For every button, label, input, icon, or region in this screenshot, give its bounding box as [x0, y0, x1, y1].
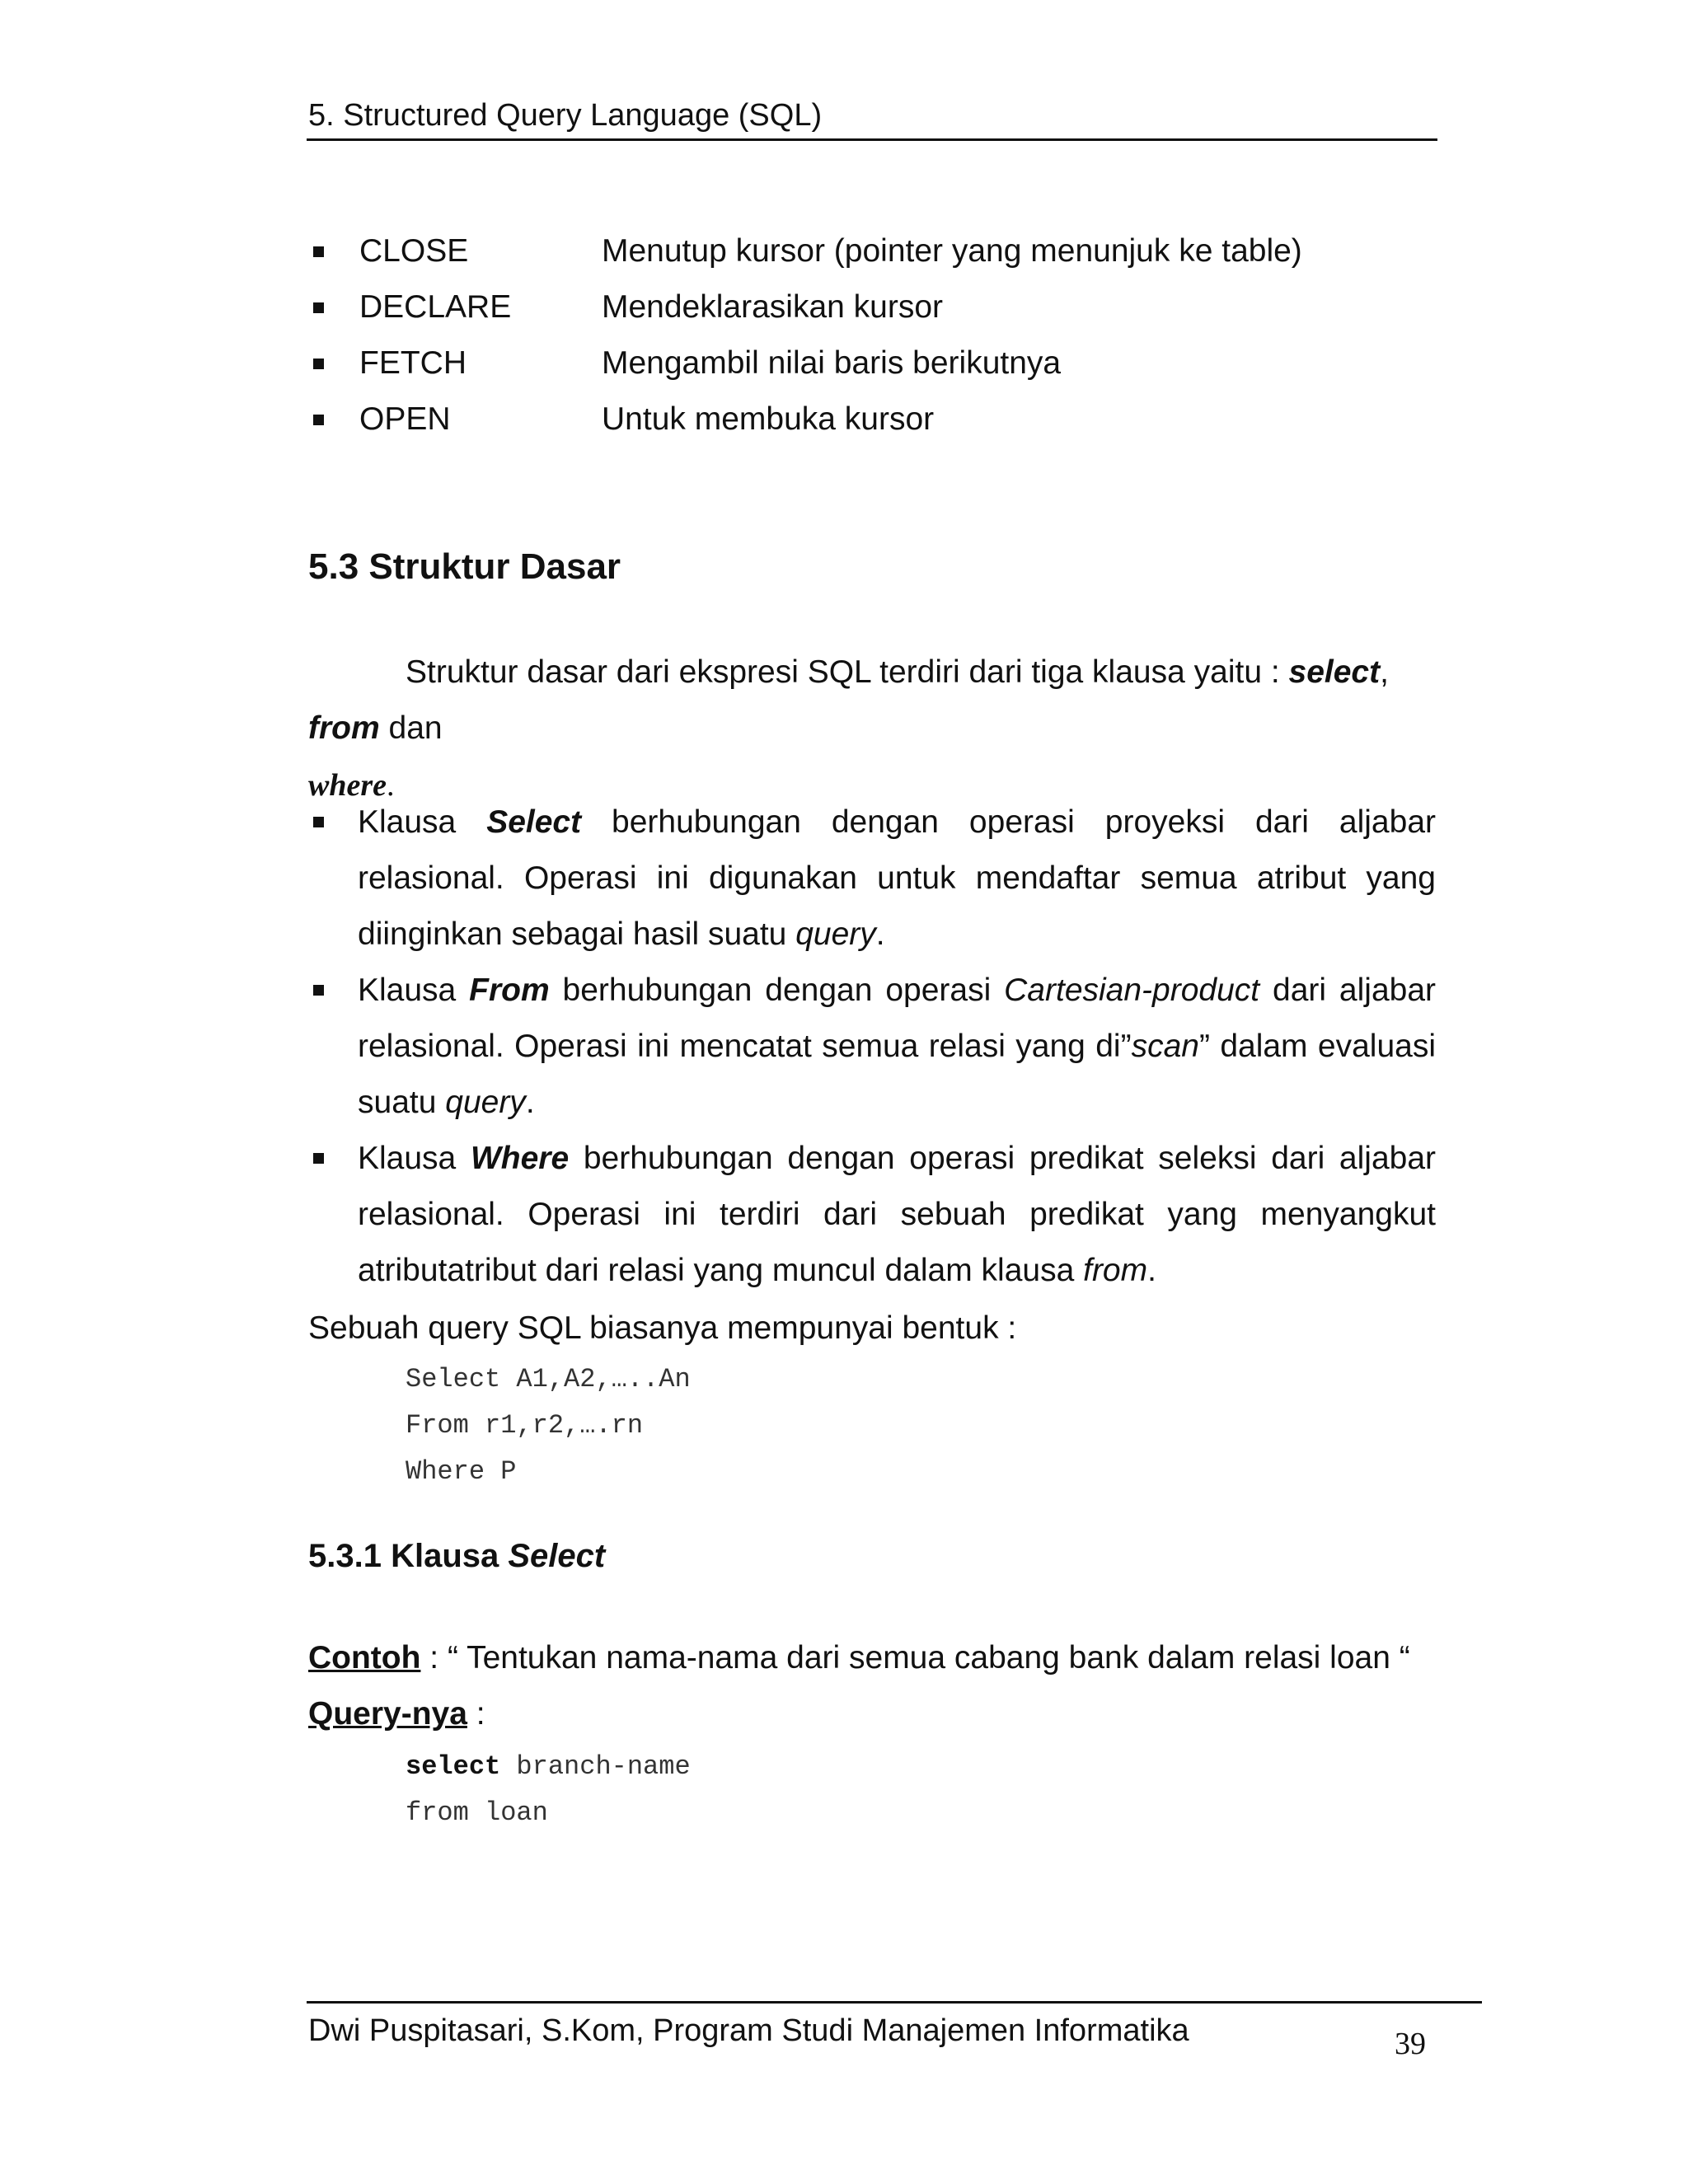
subsection-number: 5.3.1 Klausa [308, 1538, 509, 1574]
item-text: dari aljabar relasional. Operasi ini mencatat semua relasi yang di” [358, 972, 1437, 1064]
item-text: Klausa [358, 972, 470, 1008]
item-text: . [875, 916, 885, 952]
code-keyword: select [406, 1751, 501, 1782]
item-italic: from [1083, 1253, 1148, 1288]
item-keyword: Where [470, 1141, 570, 1176]
command-desc: Mendeklarasikan kursor [602, 289, 944, 325]
square-bullet-icon [313, 1153, 324, 1164]
item-text: berhubungan dengan operasi proyeksi dari aljabar relasional. Operasi ini digunakan untuk mendaftar semua atribut yang diinginkan sebagai hasil suatu [358, 804, 1436, 952]
item-italic: query [445, 1085, 526, 1120]
item-italic: query [795, 916, 876, 952]
code-line: Where P [406, 1456, 517, 1487]
code-line: From r1,r2,….rn [406, 1410, 644, 1441]
keyword-where: where [308, 768, 387, 803]
square-bullet-icon [313, 817, 324, 827]
list-item [308, 1131, 1436, 1299]
item-italic: scan [1131, 1029, 1199, 1064]
footer-author: Dwi Puspitasari, S.Kom, Program Studi Manajemen Informatika [308, 2013, 1189, 2048]
footer-divider [307, 2001, 1482, 2004]
item-text: ” dalam evaluasi suatu [358, 1029, 1437, 1120]
code-line: from loan [406, 1797, 548, 1828]
item-text: Klausa [358, 804, 487, 840]
command-name: CLOSE [359, 233, 469, 269]
header-divider [307, 138, 1437, 141]
query-label: Query-nya [308, 1696, 467, 1732]
list-item [308, 963, 1436, 1131]
item-text: . [525, 1085, 535, 1120]
list-item [308, 794, 1436, 963]
square-bullet-icon [313, 415, 324, 425]
intro-period: . [387, 768, 395, 803]
command-desc: Mengambil nilai baris berikutnya [602, 345, 1062, 381]
item-text: . [1147, 1253, 1156, 1288]
command-name: DECLARE [359, 289, 512, 325]
keyword-select: select [1288, 654, 1381, 690]
item-italic: Cartesian-product [1004, 972, 1260, 1008]
form-intro: Sebuah query SQL biasanya mempunyai bentuk : [308, 1310, 1017, 1346]
clause-list [308, 794, 1436, 1299]
square-bullet-icon [313, 302, 324, 313]
square-bullet-icon [313, 985, 324, 996]
keyword-from: from [308, 710, 380, 746]
item-text: berhubungan dengan operasi predikat seleksi dari aljabar relasional. Operasi ini terdiri dari sebuah predikat yang menyangkut atributatribut dari relasi yang muncul dalam klausa [358, 1141, 1436, 1288]
command-name: OPEN [359, 401, 451, 437]
command-desc: Untuk membuka kursor [602, 401, 935, 437]
item-text: berhubungan dengan operasi [549, 972, 1005, 1008]
item-keyword: Select [486, 804, 582, 840]
contoh-label: Contoh [308, 1640, 421, 1675]
command-desc: Menutup kursor (pointer yang menunjuk ke table) [602, 233, 1302, 269]
contoh-text: : “ Tentukan nama-nama dari semua cabang bank dalam relasi loan “ [420, 1640, 1410, 1675]
square-bullet-icon [313, 246, 324, 257]
code-line [406, 1744, 691, 1790]
intro-text: Struktur dasar dari ekspresi SQL terdiri dari tiga klausa yaitu : [406, 654, 1289, 690]
item-keyword: From [469, 972, 550, 1008]
item-text: Klausa [358, 1141, 471, 1176]
code-text: branch-name [500, 1751, 691, 1782]
intro-paragraph [308, 644, 1436, 701]
page-number: 39 [1395, 2027, 1426, 2061]
square-bullet-icon [313, 359, 324, 369]
example-line [308, 1630, 1410, 1686]
subsection-keyword: Select [508, 1538, 606, 1574]
intro-dan: dan [379, 710, 443, 746]
code-line: Select A1,A2,…..An [406, 1364, 691, 1394]
query-colon: : [467, 1696, 485, 1732]
query-label-line [308, 1686, 485, 1742]
running-header: 5. Structured Query Language (SQL) [308, 98, 823, 133]
subsection-heading [308, 1535, 605, 1577]
intro-line-2 [308, 701, 443, 757]
intro-comma: , [1380, 654, 1389, 690]
section-heading: 5.3 Struktur Dasar [308, 546, 621, 587]
command-name: FETCH [359, 345, 467, 381]
